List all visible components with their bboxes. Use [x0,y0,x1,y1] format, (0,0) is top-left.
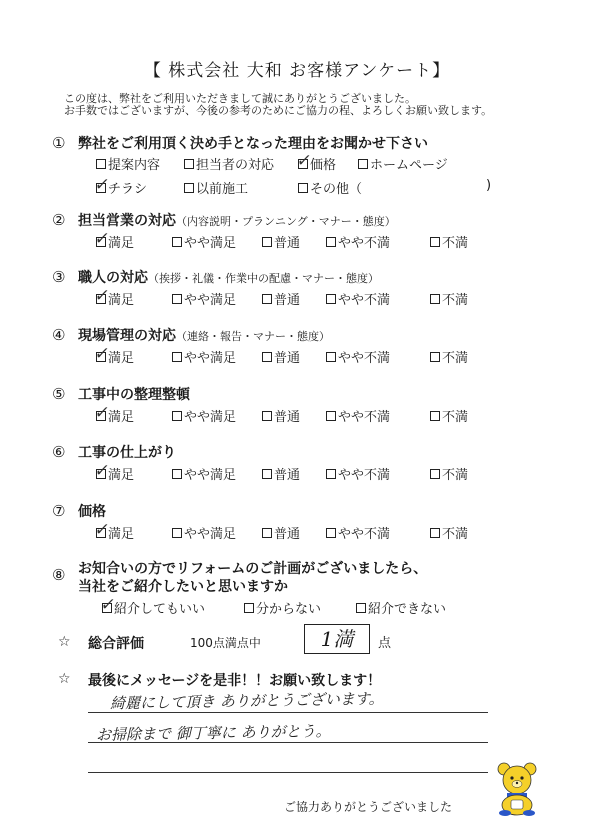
rating-option-5[interactable] [430,289,468,308]
checkbox[interactable] [295,150,314,171]
check-mark-icon: ✓ [93,402,112,423]
survey-title: 【 株式会社 大和 お客様アンケート】 [143,61,451,81]
option-label: 満足 [108,293,135,308]
rating-option-1[interactable] [93,460,135,483]
rating-option-3[interactable] [262,406,300,425]
checkbox[interactable] [184,183,194,193]
option-label: やや満足 [184,410,237,425]
q1-option-4[interactable] [358,154,448,173]
checkbox[interactable] [358,159,368,169]
option-label: やや不満 [338,468,391,483]
checkbox[interactable] [326,237,336,247]
checkbox[interactable] [262,469,272,479]
question-number: ⑤ [52,385,66,403]
question-subtitle: （内容説明・プランニング・マナー・態度） [176,215,396,228]
rating-option-5[interactable] [430,523,468,542]
option-label: 普通 [274,351,301,366]
option-label: やや満足 [184,351,237,366]
checkbox[interactable] [244,603,254,613]
checkbox[interactable] [326,528,336,538]
q1-option-2[interactable] [184,154,274,173]
checkbox[interactable] [262,237,272,247]
checkbox[interactable] [93,174,112,195]
checkbox[interactable] [93,519,112,540]
q1-text: 弊社をご利用頂く決め手となった理由をお聞かせ下さい [78,136,428,152]
option-label: 不満 [442,293,469,308]
rating-option-3[interactable] [262,289,300,308]
question-text [78,325,330,345]
evaluation-star-icon: ☆ [58,634,71,650]
option-label: やや不満 [338,236,391,251]
q8-text-line-2: 当社をご紹介したいと思いますか [78,579,288,595]
q1-option-3[interactable] [295,150,337,173]
question-title: 工事の仕上がり [78,445,176,461]
option-label: 分からない [256,602,322,617]
rating-option-2[interactable] [172,347,236,366]
rating-option-5[interactable] [430,406,468,425]
rating-option-4[interactable] [326,347,390,366]
option-label: やや満足 [184,527,237,542]
option-label: やや不満 [338,527,391,542]
question-text [78,384,190,404]
checkbox[interactable] [172,469,182,479]
q8-option-3[interactable] [356,598,446,617]
rating-option-3[interactable] [262,232,300,251]
checkbox[interactable] [262,294,272,304]
q1-option-7[interactable] [298,178,362,197]
option-label: 満足 [108,468,135,483]
checkbox[interactable] [99,594,118,615]
rating-option-4[interactable] [326,406,390,425]
rating-option-1[interactable] [93,343,135,366]
check-mark-icon: ✓ [93,343,112,364]
question-number: ⑦ [52,502,66,520]
message-line-1 [88,712,488,713]
closing-text: ご協力ありがとうございました [284,800,453,814]
question-title: 価格 [78,504,106,520]
option-label: やや満足 [184,468,237,483]
q8-option-2[interactable] [244,598,321,617]
option-label: 価格 [310,158,337,173]
intro-line-1: この度は、弊社をご利用いただきまして誠にありがとうございました。 [64,92,416,105]
checkbox[interactable] [93,460,112,481]
checkbox[interactable] [326,294,336,304]
option-label: やや満足 [184,293,237,308]
rating-option-5[interactable] [430,232,468,251]
rating-option-5[interactable] [430,464,468,483]
message-label: 最後にメッセージを是非！！お願い致します！ [88,673,382,689]
checkbox[interactable] [93,402,112,423]
score-box[interactable]: 1満 [304,624,370,654]
q1-other-close-paren: ) [486,178,492,193]
checkbox[interactable] [298,183,308,193]
checkbox[interactable] [356,603,366,613]
question-text [78,442,176,462]
evaluation-max: 100点満点中 [190,636,261,650]
option-label: 担当者の対応 [196,158,275,173]
checkbox[interactable] [96,159,106,169]
option-label: 普通 [274,293,301,308]
rating-option-4[interactable] [326,289,390,308]
question-text [78,210,396,230]
rating-option-2[interactable] [172,289,236,308]
option-label: その他（ [310,182,363,197]
option-label: 不満 [442,236,469,251]
option-label: 満足 [108,410,135,425]
option-label: チラシ [108,182,148,197]
message-star-icon: ☆ [58,671,71,687]
question-number: ⑥ [52,443,66,461]
question-title: 工事中の整理整頓 [78,387,190,403]
option-label: 不満 [442,351,469,366]
checkbox[interactable] [172,237,182,247]
checkbox[interactable] [430,294,440,304]
question-number: ② [52,211,66,229]
checkbox[interactable] [430,237,440,247]
rating-option-1[interactable] [93,228,135,251]
check-mark-icon: ✓ [295,150,314,171]
option-label: ホームページ [370,158,448,173]
question-text [78,501,106,521]
check-mark-icon: ✓ [99,594,118,615]
checkbox[interactable] [262,411,272,421]
question-number: ③ [52,268,66,286]
check-mark-icon: ✓ [93,519,112,540]
message-line-3 [88,772,488,773]
option-label: やや不満 [338,293,391,308]
q1-option-1[interactable] [96,154,160,173]
message-handwritten-line-1: 綺麗にして頂き ありがとうございます。 [109,689,384,713]
option-label: 満足 [108,527,135,542]
question-number: ④ [52,326,66,344]
rating-option-4[interactable] [326,523,390,542]
q8-text-line-1: お知合いの方でリフォームのご計画がございましたら、 [78,561,428,577]
question-subtitle: （連絡・報告・マナー・態度） [176,330,330,343]
option-label: 普通 [274,410,301,425]
checkbox[interactable] [430,469,440,479]
option-label: やや満足 [184,236,237,251]
rating-option-4[interactable] [326,232,390,251]
rating-option-3[interactable] [262,347,300,366]
question-title: 担当営業の対応 [78,213,176,229]
rating-option-4[interactable] [326,464,390,483]
evaluation-label: 総合評価 [88,636,144,652]
rating-option-3[interactable] [262,464,300,483]
rating-option-5[interactable] [430,347,468,366]
option-label: 満足 [108,236,135,251]
checkbox[interactable] [172,528,182,538]
check-mark-icon: ✓ [93,460,112,481]
option-label: 提案内容 [108,158,161,173]
checkbox[interactable] [93,343,112,364]
question-text [78,267,379,287]
option-label: 不満 [442,527,469,542]
option-label: 普通 [274,527,301,542]
option-label: 普通 [274,236,301,251]
option-label: やや不満 [338,410,391,425]
checkbox[interactable] [93,285,112,306]
checkbox[interactable] [262,352,272,362]
checkbox[interactable] [326,469,336,479]
option-label: 不満 [442,468,469,483]
rating-option-3[interactable] [262,523,300,542]
score-unit: 点 [378,636,392,651]
intro-line-2: お手数ではございますが、今後の参考のためにご協力の程、よろしくお願い致します。 [64,104,493,117]
rating-option-2[interactable] [172,232,236,251]
option-label: 満足 [108,351,135,366]
message-line-2 [88,742,488,743]
q1-option-5[interactable] [93,174,148,197]
option-label: 紹介してもいい [114,602,206,617]
rating-option-2[interactable] [172,406,236,425]
checkbox[interactable] [172,411,182,421]
checkbox[interactable] [184,159,194,169]
check-mark-icon: ✓ [93,228,112,249]
checkbox[interactable] [430,528,440,538]
checkbox[interactable] [172,294,182,304]
bear-mascot-icon [495,760,539,816]
q8-option-1[interactable] [99,594,206,617]
option-label: 以前施工 [196,182,249,197]
checkbox[interactable] [172,352,182,362]
checkbox[interactable] [430,352,440,362]
q8-number: ⑧ [52,566,66,584]
rating-option-1[interactable] [93,402,135,425]
question-subtitle: （挨拶・礼儀・作業中の配慮・マナー・態度） [148,272,379,285]
message-handwritten-line-2: お掃除まで 御丁寧に ありがとう。 [95,721,331,745]
checkbox[interactable] [93,228,112,249]
rating-option-2[interactable] [172,523,236,542]
option-label: 不満 [442,410,469,425]
rating-option-2[interactable] [172,464,236,483]
question-title: 職人の対応 [78,270,148,286]
check-mark-icon: ✓ [93,174,112,195]
rating-option-1[interactable] [93,519,135,542]
checkbox[interactable] [326,411,336,421]
q1-number: ① [52,134,66,152]
checkbox[interactable] [430,411,440,421]
rating-option-1[interactable] [93,285,135,308]
option-label: 紹介できない [368,602,447,617]
option-label: 普通 [274,468,301,483]
checkbox[interactable] [262,528,272,538]
checkbox[interactable] [326,352,336,362]
q1-option-6[interactable] [184,178,248,197]
check-mark-icon: ✓ [93,285,112,306]
option-label: やや不満 [338,351,391,366]
question-title: 現場管理の対応 [78,328,176,344]
